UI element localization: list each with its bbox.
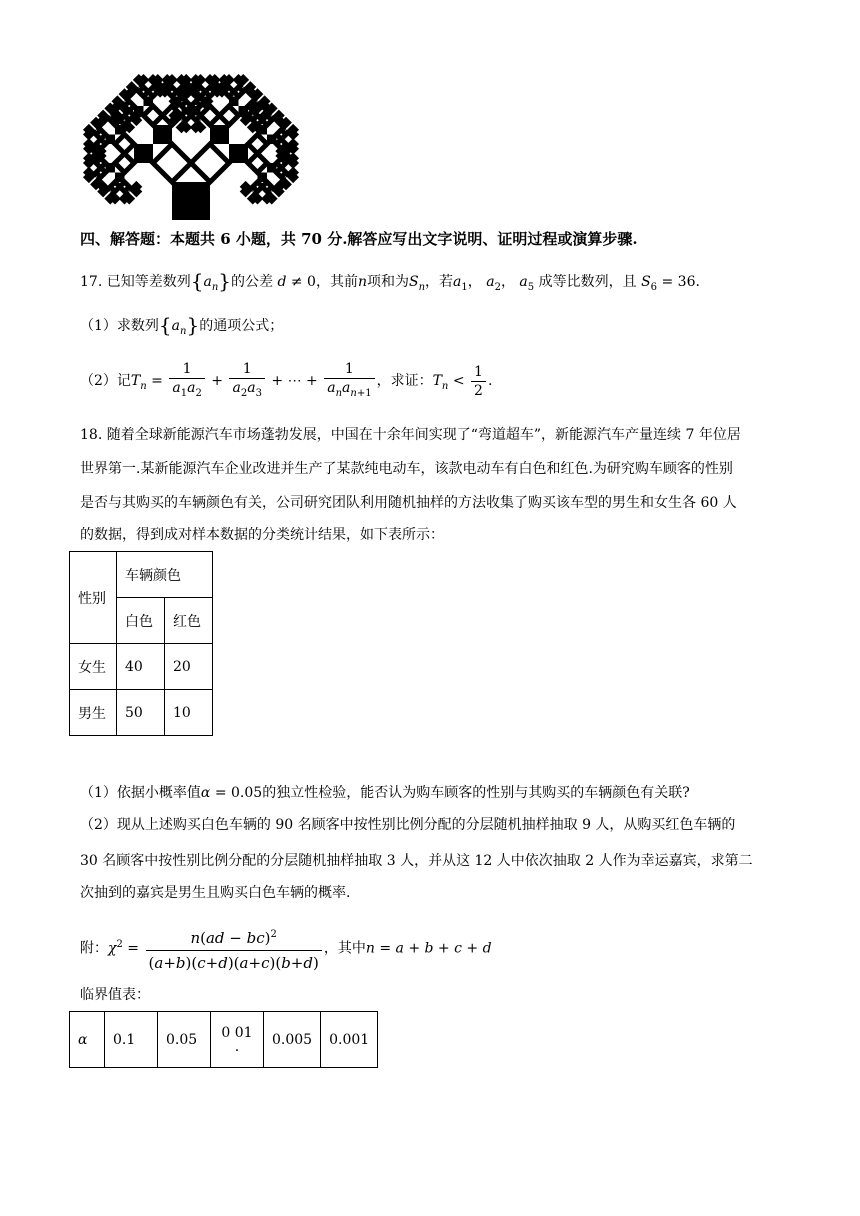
cell-white: 40 <box>117 644 165 690</box>
q18-part2-line: 30 名顾客中按性别比例分配的分层随机抽样抽取 3 人，并从这 12 人中依次抽取 2 人作为幸运嘉宾，求第二 <box>80 853 753 869</box>
fractal-squares <box>87 78 296 221</box>
critical-cell: 0.001 <box>321 1012 378 1068</box>
chi-square-formula: 附：$\chi^2$ = $\frac{n(ad - bc)^2}{(a+b)(c+d)(a+c)(b+d)}$ ，其中n = a + b + c + d <box>80 918 780 976</box>
row-label: 男生 <box>70 690 117 736</box>
q18-part2-line: （2）现从上述购买白色车辆的 90 名顾客中按性别比例分配的分层随机抽样抽取 9 人，从购买红色车辆的 <box>80 817 736 833</box>
q18-intro-line: 世界第一.某新能源汽车企业改进并生产了某款纯电动车，该款电动车有白色和红色.为研究购车顾客的性别 <box>80 461 733 477</box>
critical-cell: 0.1 <box>105 1012 158 1068</box>
contingency-table <box>69 551 213 736</box>
critical-cell: 0.05 <box>158 1012 211 1068</box>
critical-label: 临界值表： <box>80 987 150 1003</box>
table-row <box>70 690 213 736</box>
q18-intro-line: 是否与其购买的车辆颜色有关，公司研究团队利用随机抽样的方法收集了购买该车型的男生和女生各 60 人 <box>80 495 737 511</box>
q18-part1: （1）依据小概率值α = 0.05的独立性检验，能否认为购车顾客的性别与其购买的车辆颜色有关联? <box>80 785 690 801</box>
col-white: 白色 <box>117 598 165 644</box>
cell-red: 10 <box>165 690 213 736</box>
pythagoras-tree-figure <box>70 60 320 225</box>
col-red: 红色 <box>165 598 213 644</box>
row-header-gender: 性别 <box>70 552 117 644</box>
q17-part2: （2）记$T_n$ = $\frac{1}{a_1a_2}$ + $\frac{1}{a_2a_3}$ + ⋯ + $\frac{1}{a_na_{n+1}}$ ，求证：$T_n$ < $\frac{1}{2}$ . <box>80 360 493 399</box>
row-label: 女生 <box>70 644 117 690</box>
col-group-color: 车辆颜色 <box>117 552 213 598</box>
q18-part2-line: 次抽到的嘉宾是男生且购买白色车辆的概率. <box>80 885 351 901</box>
alpha-symbol: α <box>70 1012 105 1068</box>
table-row <box>70 1012 378 1068</box>
cell-red: 20 <box>165 644 213 690</box>
q18-intro-line: 的数据，得到成对样本数据的分类统计结果，如下表所示： <box>80 527 444 543</box>
cell-white: 50 <box>117 690 165 736</box>
q17-stem: 17. 已知等差数列$\{a_n\}$的公差 d ≠ 0，其前n项和为$S_n$，若$a_1$， $a_2$， $a_5$ 成等比数列，且 $S_6 = 36$. <box>80 269 700 293</box>
critical-value-table <box>69 1011 378 1068</box>
q18-intro-line: 18. 随着全球新能源汽车市场蓬勃发展，中国在十余年间实现了“弯道超车”，新能源汽车产量连续 7 年位居 <box>80 427 741 443</box>
critical-cell: 0.005 <box>264 1012 321 1068</box>
critical-cell: 0 01 . <box>211 1012 264 1068</box>
table-row <box>70 644 213 690</box>
section-heading: 四、解答题：本题共 6 小题，共 70 分.解答应写出文字说明、证明过程或演算步骤. <box>80 230 638 248</box>
q17-part1: （1）求数列$\{a_n\}$的通项公式； <box>80 313 284 337</box>
